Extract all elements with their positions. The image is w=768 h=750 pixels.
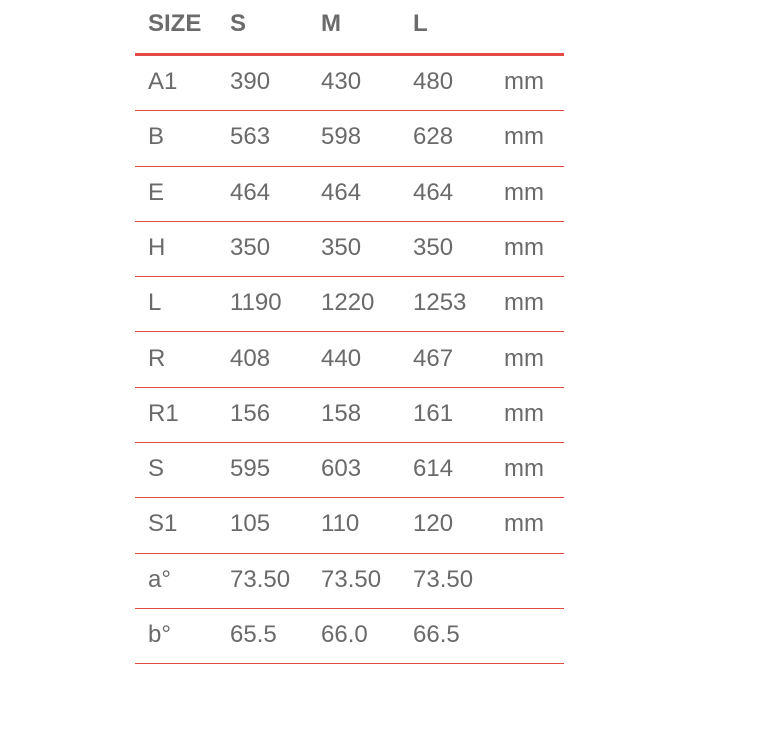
unit: mm [504, 399, 544, 427]
value-m: 350 [321, 233, 362, 261]
table-row [135, 388, 564, 443]
header-l: L [413, 10, 428, 38]
table-row [135, 443, 564, 498]
row-label: A1 [148, 68, 178, 96]
value-l: 350 [413, 233, 454, 261]
row-label: L [148, 289, 162, 317]
value-m: 430 [321, 68, 362, 96]
header-m: M [321, 10, 341, 38]
value-s: 156 [230, 399, 271, 427]
unit: mm [504, 510, 544, 538]
value-l: 161 [413, 399, 454, 427]
table-row [135, 277, 564, 332]
value-l: 628 [413, 123, 454, 151]
unit: mm [504, 344, 544, 372]
value-s: 105 [230, 510, 271, 538]
row-label: E [148, 178, 165, 206]
table-row [135, 167, 564, 222]
value-s: 563 [230, 123, 271, 151]
value-s: 73.50 [230, 565, 291, 593]
value-l: 480 [413, 68, 454, 96]
value-s: 1190 [230, 289, 282, 317]
size-geometry-table [135, 0, 564, 664]
value-m: 73.50 [321, 565, 382, 593]
value-m: 1220 [321, 289, 375, 317]
value-l: 614 [413, 455, 454, 483]
value-l: 464 [413, 178, 454, 206]
row-label: S1 [148, 510, 178, 538]
table-header-row [135, 0, 564, 56]
value-l: 120 [413, 510, 454, 538]
table-row [135, 56, 564, 111]
value-s: 464 [230, 178, 271, 206]
value-m: 603 [321, 455, 362, 483]
value-l: 1253 [413, 289, 467, 317]
table-row [135, 111, 564, 166]
table-row [135, 609, 564, 664]
value-m: 158 [321, 399, 362, 427]
table-row [135, 332, 564, 387]
row-label: R1 [148, 399, 179, 427]
row-label: R [148, 344, 166, 372]
row-label: B [148, 123, 165, 151]
row-label: S [148, 455, 165, 483]
table-row [135, 498, 564, 553]
value-s: 408 [230, 344, 271, 372]
unit: mm [504, 178, 544, 206]
value-s: 595 [230, 455, 271, 483]
value-s: 350 [230, 233, 271, 261]
value-s: 65.5 [230, 621, 277, 649]
row-label: a° [148, 565, 171, 593]
row-label: b° [148, 621, 171, 649]
value-l: 66.5 [413, 621, 460, 649]
unit: mm [504, 123, 544, 151]
table-row [135, 222, 564, 277]
unit: mm [504, 68, 544, 96]
value-m: 598 [321, 123, 362, 151]
unit: mm [504, 233, 544, 261]
header-s: S [230, 10, 247, 38]
value-m: 464 [321, 178, 362, 206]
table-row [135, 554, 564, 609]
value-l: 467 [413, 344, 454, 372]
unit: mm [504, 289, 544, 317]
value-m: 66.0 [321, 621, 368, 649]
value-m: 440 [321, 344, 362, 372]
value-l: 73.50 [413, 565, 474, 593]
value-m: 110 [321, 510, 360, 538]
value-s: 390 [230, 68, 271, 96]
header-size: SIZE [148, 10, 202, 38]
unit: mm [504, 455, 544, 483]
row-label: H [148, 233, 166, 261]
